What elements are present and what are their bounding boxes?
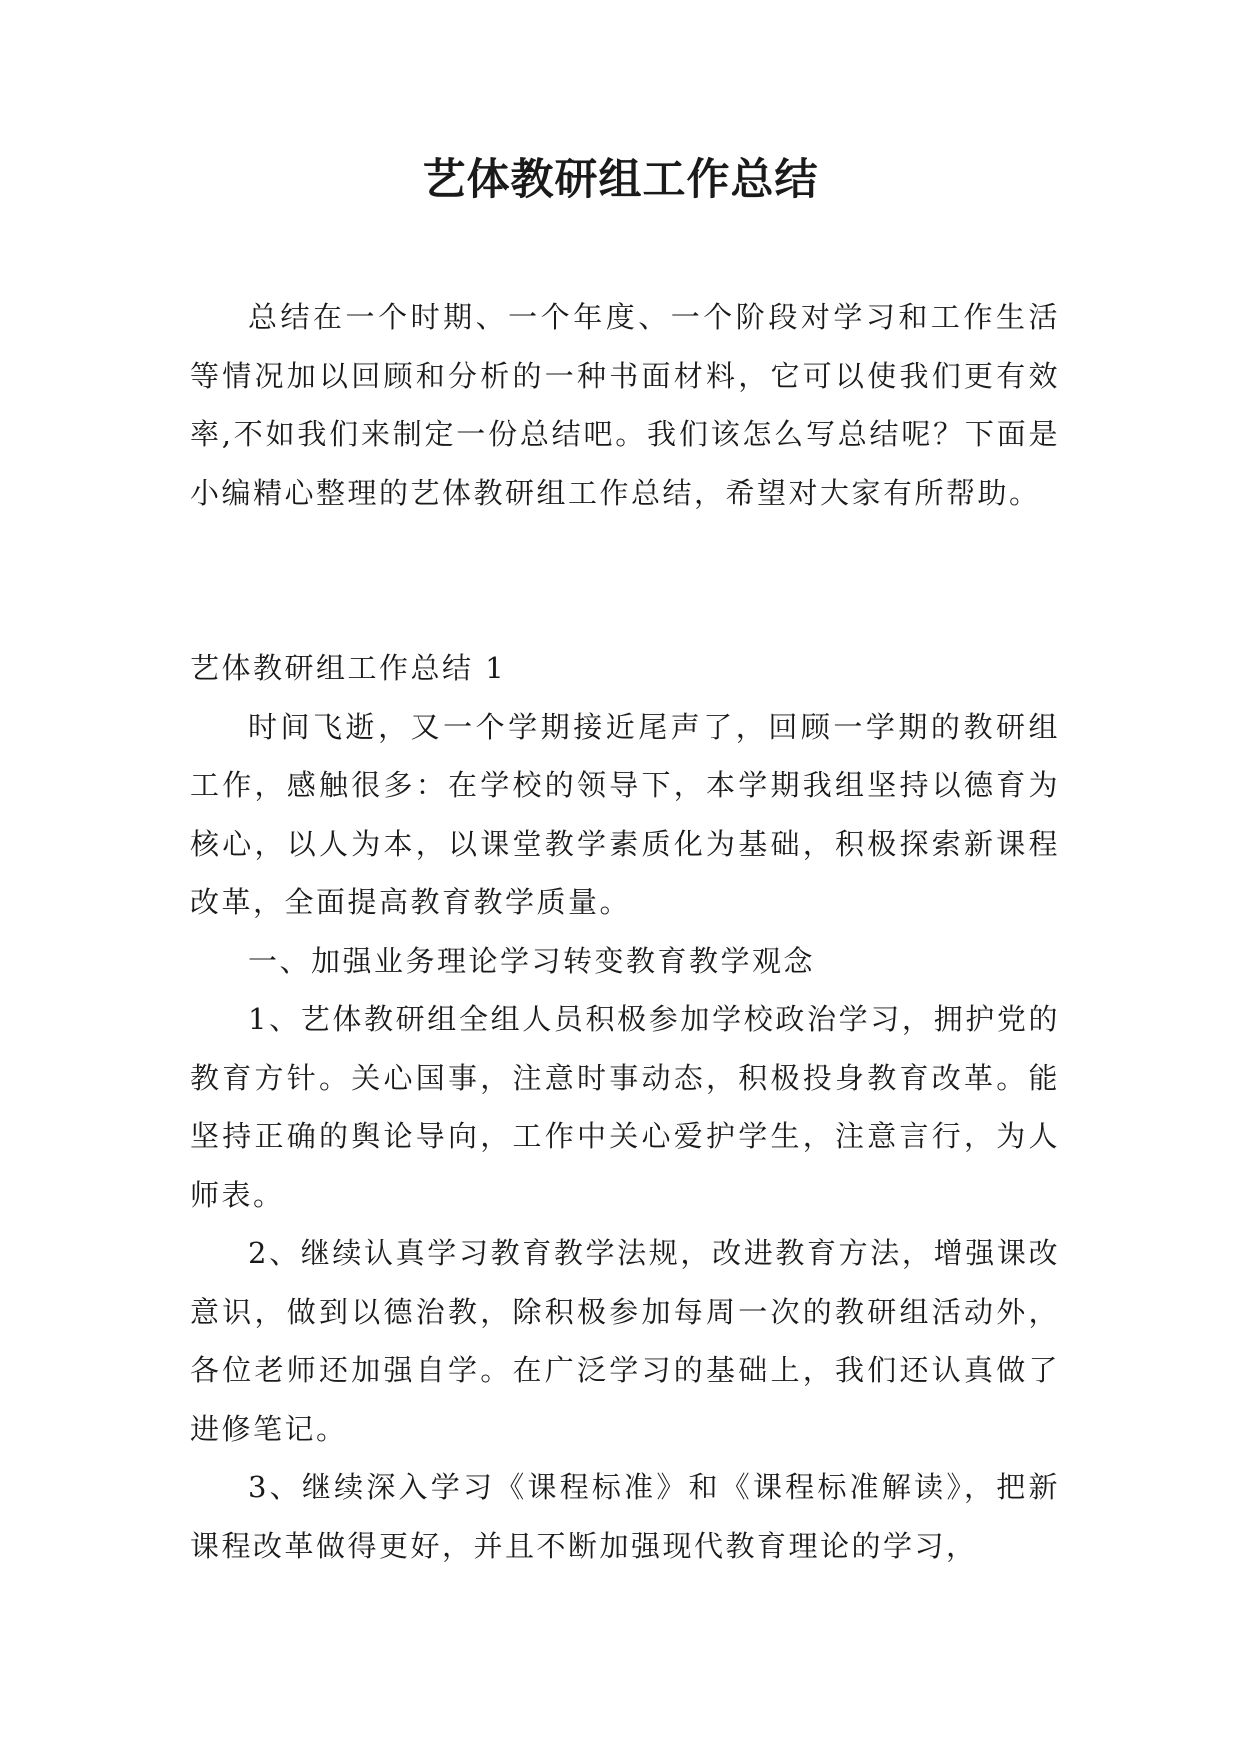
- body-paragraph: 时间飞逝，又一个学期接近尾声了，回顾一学期的教研组工作，感触很多：在学校的领导下，本学期我组坚持以德育为核心，以人为本，以课堂教学素质化为基础，积极探索新课程改革，全面提高教育教学质量。: [190, 709, 1060, 919]
- intro-spacer: [190, 522, 1060, 639]
- section-heading: 艺体教研组工作总结 1: [190, 651, 507, 685]
- body-paragraph: 3、继续深入学习《课程标准》和《课程标准解读》，把新课程改革做得更好，并且不断加强现代教育理论的学习，: [190, 1470, 1060, 1563]
- body-paragraph: 1、艺体教研组全组人员积极参加学校政治学习，拥护党的教育方针。关心国事，注意时事动态，积极投身教育改革。能坚持正确的舆论导向，工作中关心爱护学生，注意言行，为人师表。: [190, 1002, 1060, 1212]
- body-paragraph: 2、继续认真学习教育教学法规，改进教育方法，增强课改意识，做到以德治教，除积极参加每周一次的教研组活动外，各位老师还加强自学。在广泛学习的基础上，我们还认真做了进修笔记。: [190, 1236, 1060, 1446]
- document-body: [190, 288, 1060, 1575]
- document-title: 艺体教研组工作总结: [422, 155, 819, 205]
- subsection-heading: 一、加强业务理论学习转变教育教学观念: [248, 943, 816, 978]
- intro-paragraph: 总结在一个时期、一个年度、一个阶段对学习和工作生活等情况加以回顾和分析的一种书面材料，它可以使我们更有效率,不如我们来制定一份总结吧。我们该怎么写总结呢？下面是小编精心整理的艺体教研组工作总结，希望对大家有所帮助。: [190, 300, 1060, 510]
